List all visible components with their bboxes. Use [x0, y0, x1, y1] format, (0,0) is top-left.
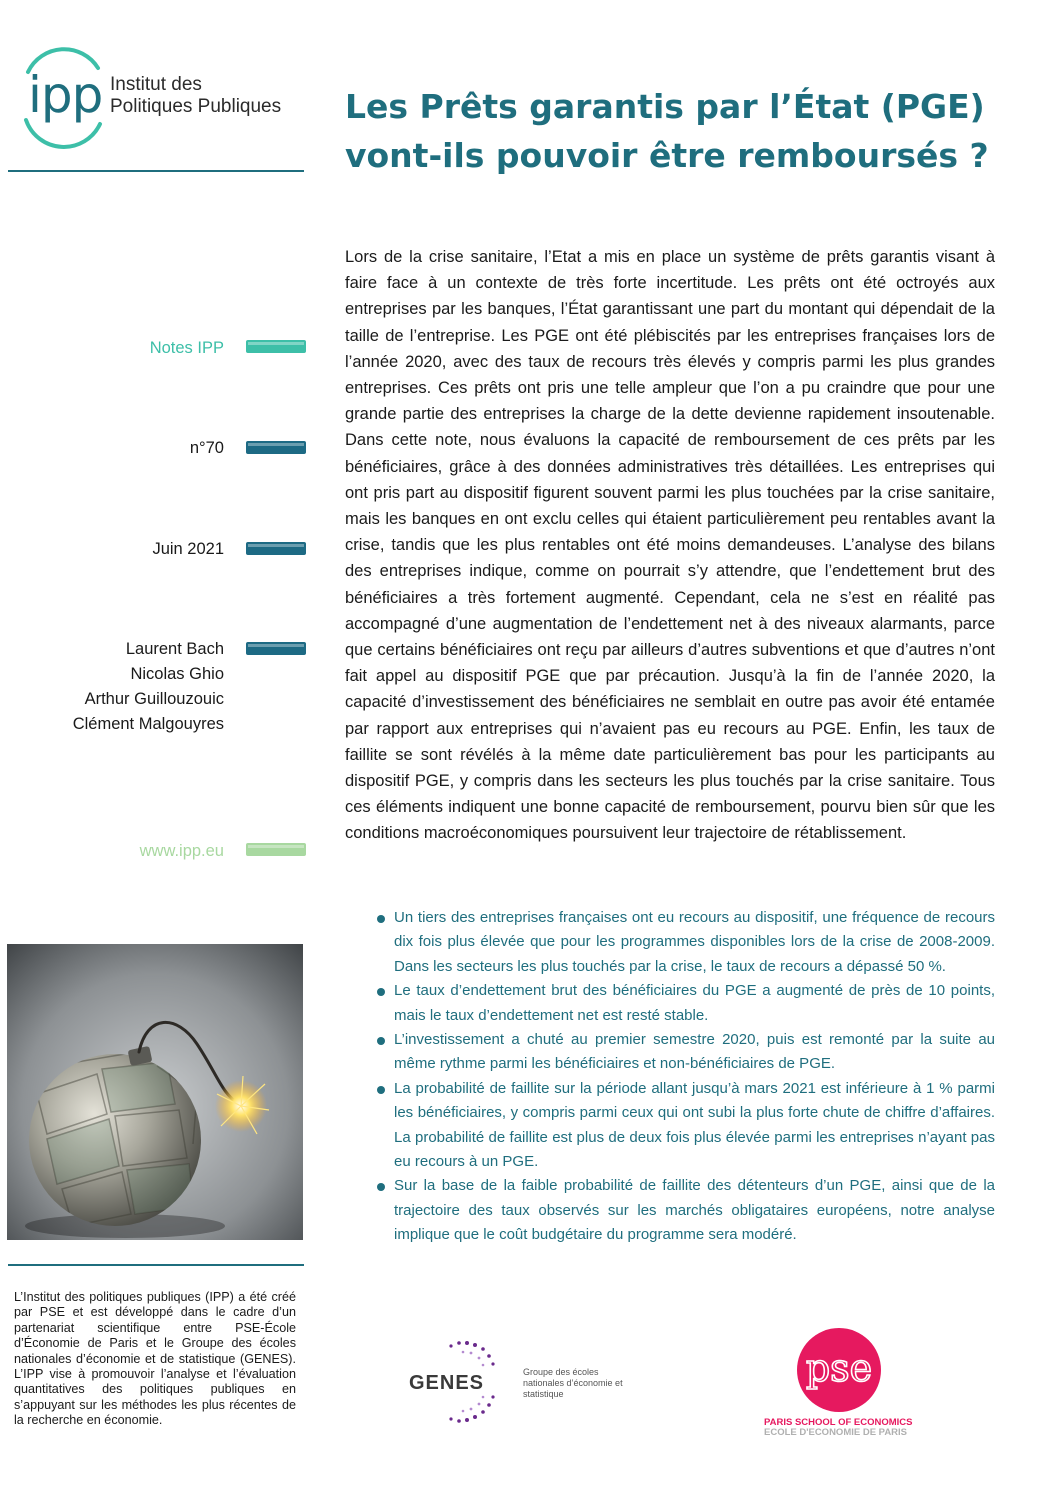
website-bar [246, 843, 306, 856]
title-line-1: Les Prêts garantis par l’État (PGE) [345, 87, 985, 126]
about-ipp-text: L’Institut des politiques publiques (IPP) a été créé par PSE et est développé dans le cadre d’un partenariat scientifique entre PSE-École d’Économie de Paris et le Groupe des écoles nationales d’économie et de statistique (GENES). L’IPP vise à promouvoir l’analyse et l’évaluation quantitatives des politiques publiques en s’appuyant sur les méthodes les plus récentes de la recherche en économie. [14, 1290, 296, 1428]
ipp-logo-mark: ipp [28, 66, 103, 124]
banknote-bomb-image [7, 944, 303, 1240]
pse-logo [760, 1325, 920, 1440]
header-divider [8, 170, 304, 172]
key-point [378, 906, 995, 979]
issue-bar [246, 441, 306, 454]
bullet-icon [377, 915, 385, 923]
genes-logo [405, 1335, 625, 1430]
key-point [378, 979, 995, 1028]
footer-divider [8, 1264, 304, 1266]
authors-bar [246, 642, 306, 655]
author-name: Arthur Guillouzouic [84, 690, 224, 708]
issue-number: n°70 [189, 439, 224, 457]
author-list [73, 637, 224, 737]
series-bar [246, 340, 306, 353]
author-name: Laurent Bach [125, 640, 224, 658]
author-name: Clément Malgouyres [72, 715, 224, 733]
banknote-bomb-icon [7, 944, 303, 1240]
bullet-icon [377, 1037, 385, 1045]
key-point-text: Un tiers des entreprises françaises ont eu recours au dispositif, une fréquence de recours dix fois plus élevée que pour les programmes disponibles lors de la crise de 2008-2009. Dans les secteurs les plus touchés par la crise, le taux de recours a dépassé 50 %. [394, 909, 995, 975]
key-point-text: L’investissement a chuté au premier semestre 2020, puis est remonté par la suite au même rythme parmi les bénéficiaires et non-bénéficiaires de PGE. [394, 1031, 995, 1073]
pse-name: PARIS SCHOOL OF ECONOMICS [764, 1417, 913, 1428]
pse-circle-icon [794, 1325, 884, 1417]
logo-line-1: Institut des [110, 74, 202, 95]
genes-wordmark: GENES [409, 1372, 485, 1394]
key-point [378, 1174, 995, 1247]
genes-subtitle: Groupe des écoles nationales d’économie et statistique [523, 1367, 623, 1399]
author-name: Nicolas Ghio [130, 665, 224, 683]
title-line-2: vont-ils pouvoir être remboursés ? [345, 136, 989, 175]
bullet-icon [377, 1086, 385, 1094]
website-link[interactable]: www.ipp.eu [139, 842, 224, 860]
pse-subtitle: ECOLE D'ECONOMIE DE PARIS [764, 1427, 908, 1438]
abstract-text: Lors de la crise sanitaire, l’Etat a mis en place un système de prêts garantis visant à faire face à un contexte de très forte incertitude. Les prêts ont été octroyés aux entreprises par les banques, l’État garantissant une part du montant qui dépendait de la taille de l’entreprise. Les PGE ont été plébiscités par les entreprises françaises lors de l’année 2020, avec des taux de recours très élevés y compris parmi les plus grandes entreprises. Ces prêts ont pris une telle ampleur que l’on a pu craindre que pour une grande partie des entreprises la charge de la dette devienne rapidement insoutenable. Dans cette note, nous évaluons la capacité de remboursement de ces prêts par les bénéficiaires, grâce à des données administratives très détaillées. Les entreprises qui ont pris part au dispositif figurent souvent parmi les plus touchées par la crise sanitaire, mais les banques en ont exclu celles qui étaient particulièrement peu rentables avant la crise, tandis que les plus rentables ont été moins demandeuses. L’analyse des bilans des entreprises indique, comme on pourrait s’y attendre, que l’endettement brut des bénéficiaires a très fortement augmenté. Cependant, cela ne s’est en réalité pas accompagné d’une augmentation de l’endettement net à des niveaux alarmants, parce que certains bénéficiaires ont reçu par ailleurs d’autres subventions et que d’autres n’ont fait appel au dispositif PGE que par précaution. Jusqu’à la fin de l’année 2020, la capacité d’investissement des bénéficiaires ne semblait en outre pas avoir été entamée par rapport aux entreprises qui n’avaient pas eu recours au PGE. Enfin, les taux de faillite se sont révélés à la même date particulièrement bas pour les participants au dispositif PGE, y compris dans les secteurs les plus touchés par la crise sanitaire. Tous ces éléments indiquent une bonne capacité de remboursement, pourvu bien sûr que les conditions macroéconomiques poursuivent leur trajectoire de rétablissement. [345, 248, 995, 843]
key-point [378, 1077, 995, 1175]
bullet-icon [377, 1183, 385, 1191]
logo-line-2: Politiques Publiques [110, 96, 282, 117]
series-label: Notes IPP [149, 339, 224, 357]
page-title [345, 82, 1025, 180]
pse-monogram: pse [805, 1346, 873, 1390]
key-point [378, 1028, 995, 1077]
key-point-text: La probabilité de faillite sur la période allant jusqu’à mars 2021 est inférieure à 1 % parmi les bénéficiaires, y compris parmi ceux qui ont subi la plus forte chute de chiffre d’affaires. La probabilité de faillite est plus de deux fois plus élevée parmi les entreprises n’ayant pas eu recours à un PGE. [394, 1079, 995, 1171]
key-points-list [378, 906, 995, 1248]
date-bar [246, 542, 306, 555]
ipp-logo [20, 40, 310, 150]
issue-date: Juin 2021 [152, 540, 224, 558]
key-point-text: Le taux d’endettement brut des bénéficiaires du PGE a augmenté de près de 10 points, mais le taux d’endettement net est resté stable. [394, 982, 995, 1024]
bullet-icon [377, 988, 385, 996]
key-point-text: Sur la base de la faible probabilité de faillite des détenteurs d’un PGE, ainsi que de la trajectoire des taux observés sur les marchés obligataires européens, notre analyse implique que le coût budgétaire du programme sera modéré. [394, 1177, 995, 1244]
